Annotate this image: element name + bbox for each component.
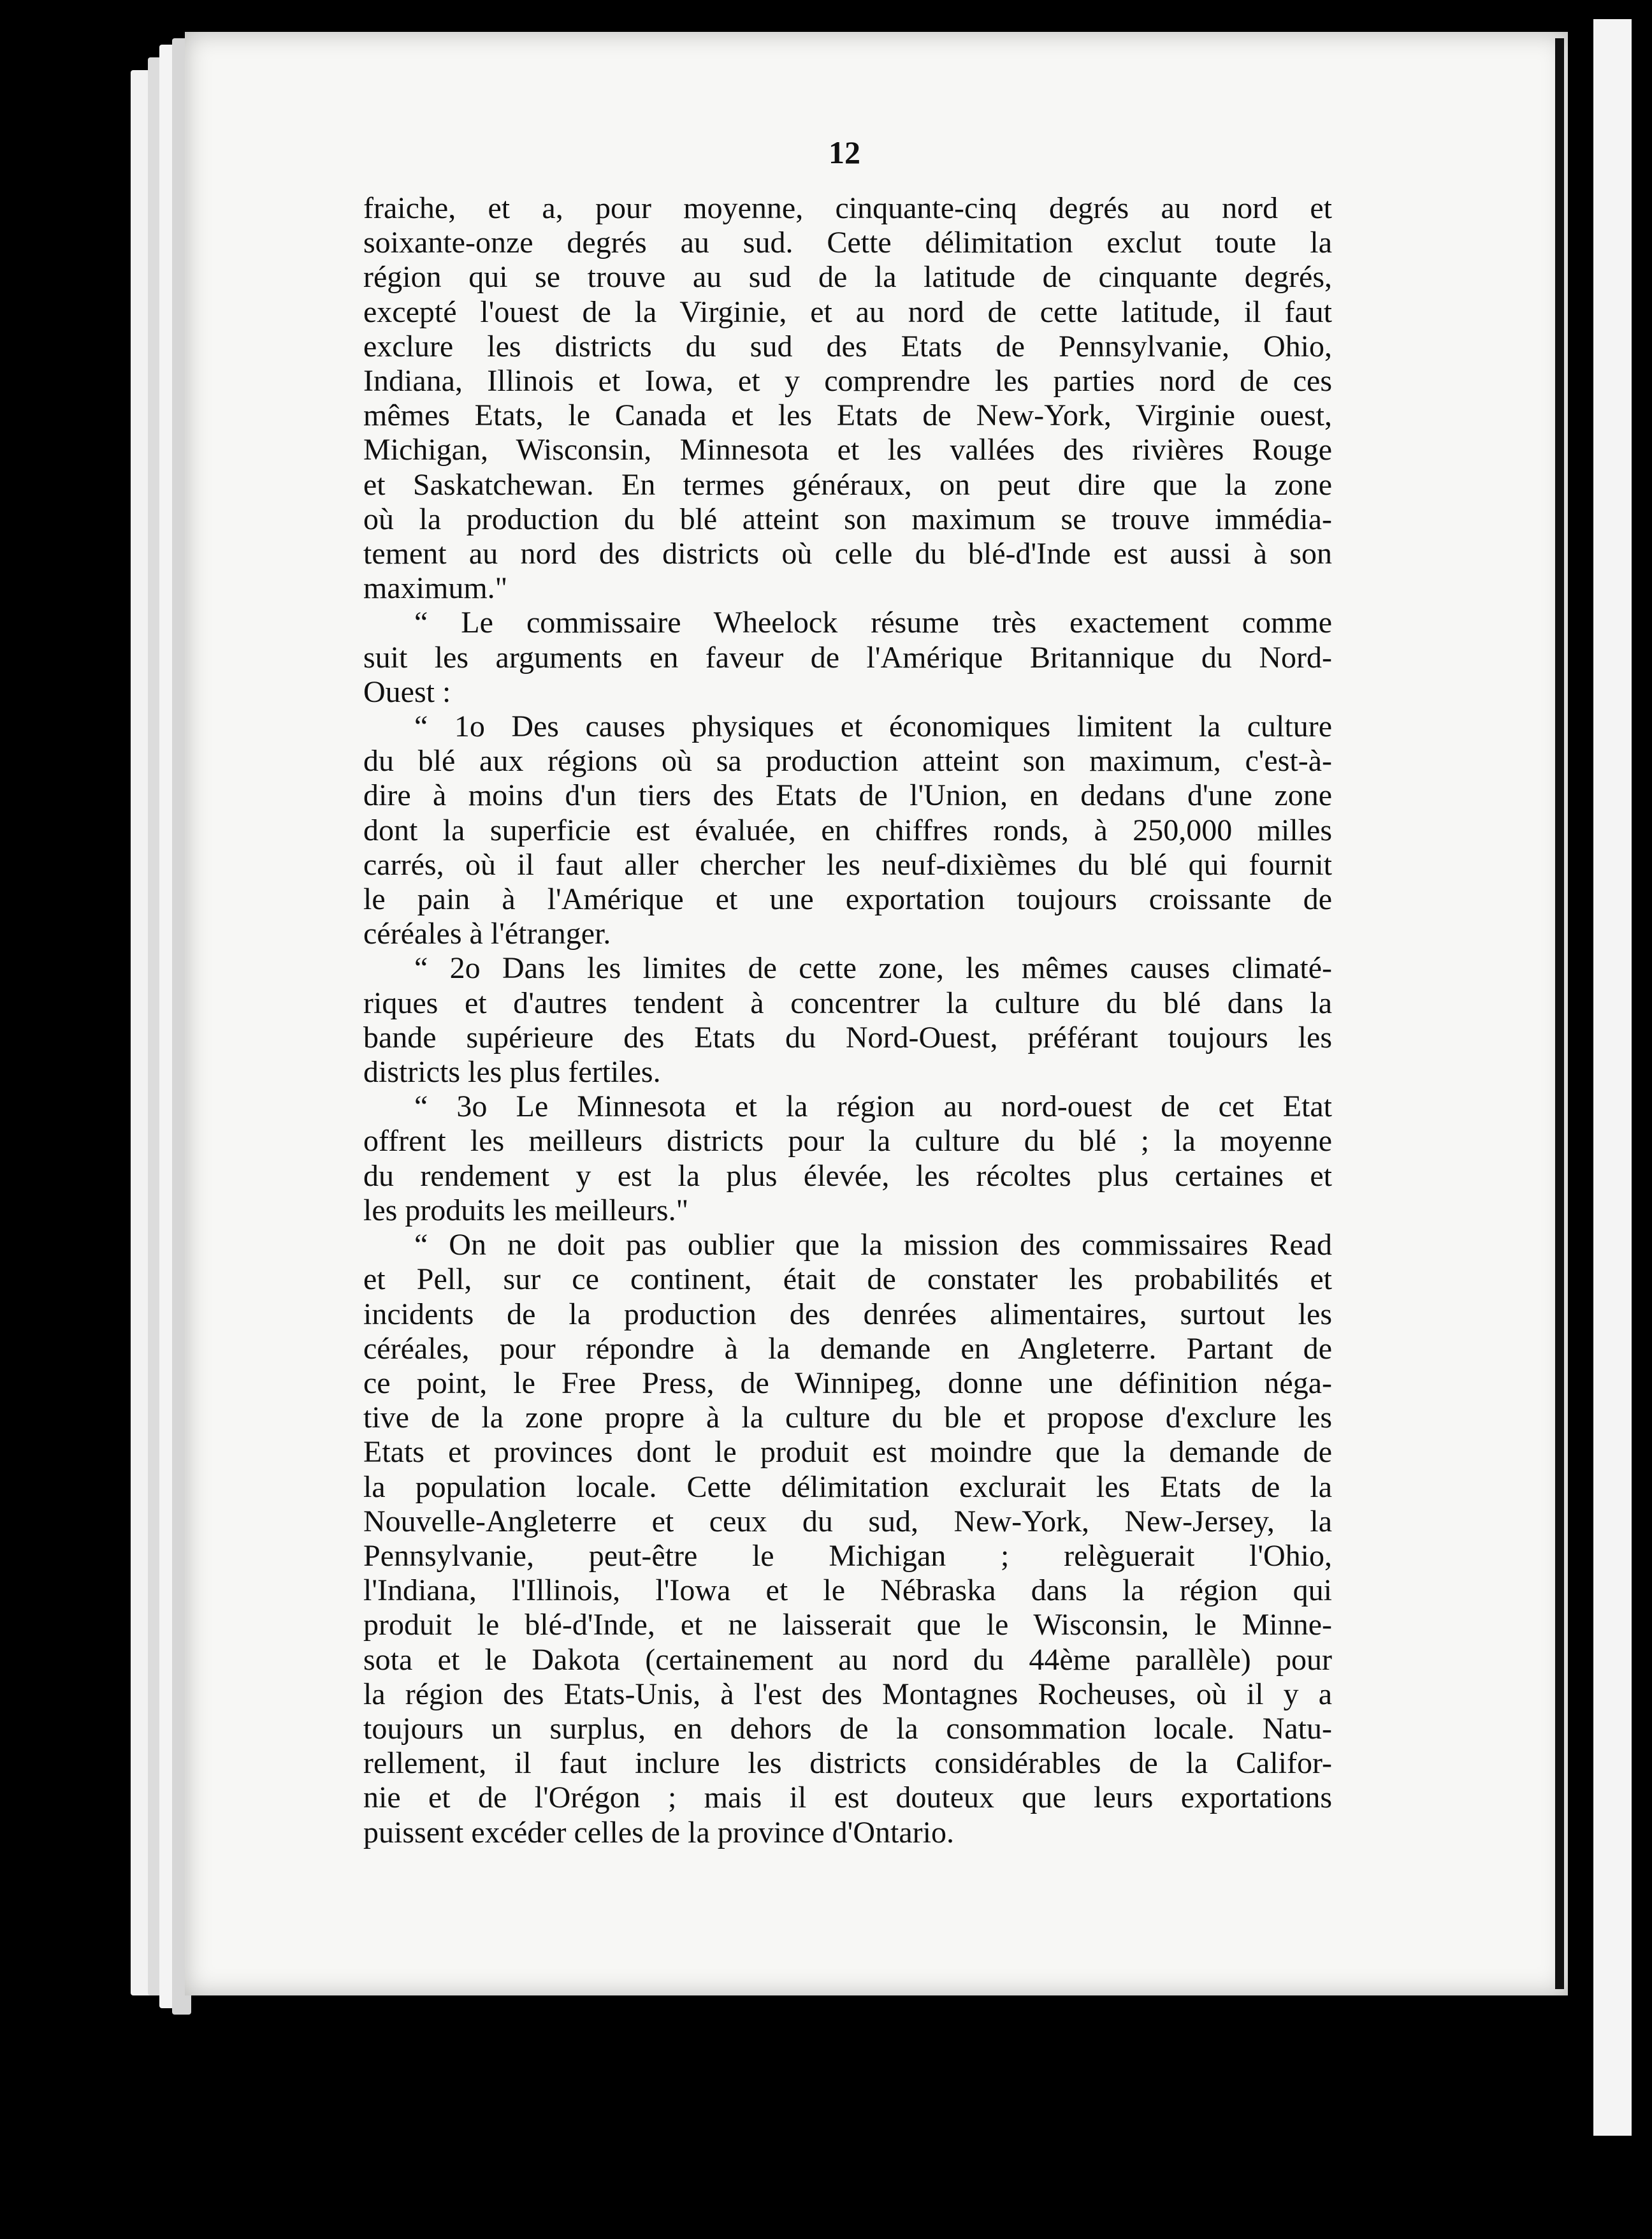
text-line: soixante-onze degrés au sud. Cette délimitation exclut toute la: [363, 226, 1332, 260]
text-line: excepté l'ouest de la Virginie, et au nord de cette latitude, il faut: [363, 295, 1332, 329]
text-line: rellement, il faut inclure les districts considérables de la Califor-: [363, 1746, 1332, 1781]
text-line: les produits les meilleurs.": [363, 1193, 689, 1227]
text-line: toujours un surplus, en dehors de la consommation locale. Natu-: [363, 1711, 1332, 1746]
text-line: dont la superficie est évaluée, en chiffres ronds, à 250,000 milles: [363, 813, 1332, 847]
text-line: la population locale. Cette délimitation exclurait les Etats de la: [363, 1470, 1332, 1504]
text-line: bande supérieure des Etats du Nord-Ouest, préférant toujours les: [363, 1020, 1332, 1054]
text-line: sota et le Dakota (certainement au nord du 44ème parallèle) pour: [363, 1642, 1332, 1677]
text-line: dire à moins d'un tiers des Etats de l'Union, en dedans d'une zone: [363, 778, 1332, 813]
facing-page-edge: [1593, 19, 1632, 2136]
text-line: céréales à l'étranger.: [363, 917, 611, 951]
text-line: Pennsylvanie, peut-être le Michigan ; relèguerait l'Ohio,: [363, 1538, 1332, 1573]
text-line: et Saskatchewan. En termes généraux, on peut dire que la zone: [363, 467, 1332, 502]
text-line: riques et d'autres tendent à concentrer la culture du blé dans la: [363, 986, 1332, 1020]
text-line: région qui se trouve au sud de la latitude de cinquante degrés,: [363, 260, 1332, 295]
text-line: du rendement y est la plus élevée, les récoltes plus certaines et: [363, 1158, 1332, 1193]
text-line: produit le blé-d'Inde, et ne laisserait que le Wisconsin, le Minne-: [363, 1608, 1332, 1642]
text-line: Ouest :: [363, 675, 451, 709]
text-line: Indiana, Illinois et Iowa, et y comprendre les parties nord de ces: [363, 364, 1332, 398]
text-line: l'Indiana, l'Illinois, l'Iowa et le Nébraska dans la région qui: [363, 1573, 1332, 1608]
text-line: “ On ne doit pas oublier que la mission des commissaires Read: [414, 1228, 1332, 1262]
text-line: “ Le commissaire Wheelock résume très exactement comme: [414, 606, 1332, 640]
body-text: [363, 191, 1332, 1850]
text-line: incidents de la production des denrées alimentaires, surtout les: [363, 1297, 1332, 1331]
page-number: 12: [829, 135, 860, 170]
text-line: carrés, où il faut aller chercher les neuf-dixièmes du blé qui fournit: [363, 847, 1332, 882]
text-line: nie et de l'Orégon ; mais il est douteux que leurs exportations: [363, 1781, 1332, 1815]
text-line: “ 2o Dans les limites de cette zone, les mêmes causes climaté-: [414, 951, 1332, 986]
text-line: la région des Etats-Unis, à l'est des Montagnes Rocheuses, où il y a: [363, 1677, 1332, 1711]
text-line: districts les plus fertiles.: [363, 1055, 661, 1090]
text-line: fraiche, et a, pour moyenne, cinquante-cinq degrés au nord et: [363, 191, 1332, 225]
text-line: Etats et provinces dont le produit est moindre que la demande de: [363, 1435, 1332, 1470]
text-line: maximum.": [363, 571, 508, 606]
text-line: Nouvelle-Angleterre et ceux du sud, New-York, New-Jersey, la: [363, 1504, 1332, 1538]
text-line: le pain à l'Amérique et une exportation toujours croissante de: [363, 882, 1332, 917]
text-line: suit les arguments en faveur de l'Amérique Britannique du Nord-: [363, 640, 1332, 675]
text-line: où la production du blé atteint son maximum se trouve immédia-: [363, 502, 1332, 536]
text-line: offrent les meilleurs districts pour la culture du blé ; la moyenne: [363, 1124, 1332, 1158]
text-line: céréales, pour répondre à la demande en Angleterre. Partant de: [363, 1331, 1332, 1366]
text-line: ce point, le Free Press, de Winnipeg, donne une définition néga-: [363, 1366, 1332, 1400]
text-line: puissent excéder celles de la province d'Ontario.: [363, 1815, 954, 1849]
text-line: tive de la zone propre à la culture du ble et propose d'exclure les: [363, 1401, 1332, 1435]
text-line: “ 3o Le Minnesota et la région au nord-ouest de cet Etat: [414, 1090, 1332, 1124]
text-line: exclure les districts du sud des Etats de Pennsylvanie, Ohio,: [363, 329, 1332, 363]
text-line: tement au nord des districts où celle du blé-d'Inde est aussi à son: [363, 537, 1332, 571]
text-line: et Pell, sur ce continent, était de constater les probabilités et: [363, 1262, 1332, 1297]
text-line: “ 1o Des causes physiques et économiques limitent la culture: [414, 710, 1332, 744]
text-line: Michigan, Wisconsin, Minnesota et les vallées des rivières Rouge: [363, 433, 1332, 467]
text-line: du blé aux régions où sa production atteint son maximum, c'est-à-: [363, 744, 1332, 778]
text-line: mêmes Etats, le Canada et les Etats de New-York, Virginie ouest,: [363, 398, 1332, 433]
page-gutter-shadow: [1555, 38, 1564, 1989]
